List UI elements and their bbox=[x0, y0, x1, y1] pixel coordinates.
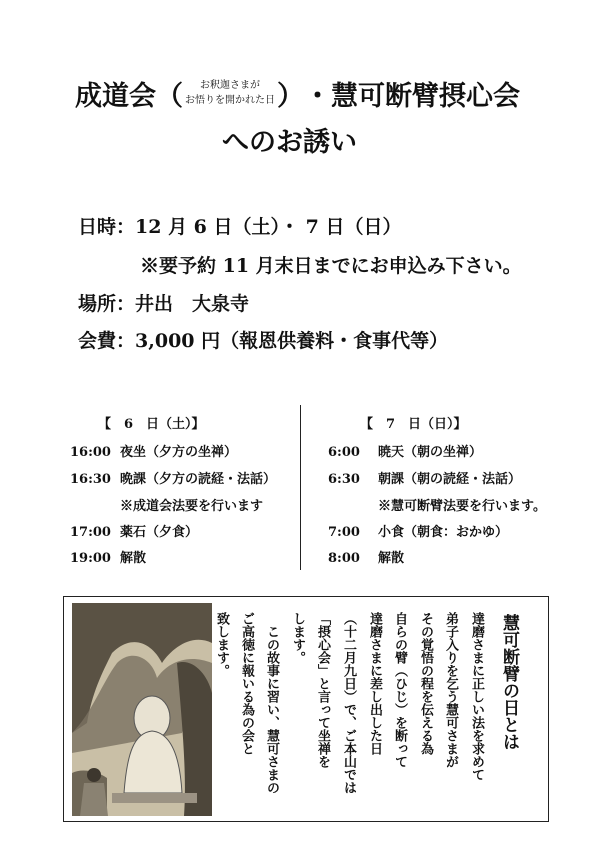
page-subtitle: へのお誘い bbox=[222, 127, 357, 158]
schedule-row bbox=[70, 521, 198, 540]
schedule-row bbox=[328, 521, 508, 540]
place-value: 井出 大泉寺 bbox=[135, 293, 250, 315]
schedule-time: 6:00 bbox=[328, 445, 360, 460]
place-line bbox=[78, 289, 249, 316]
schedule-time: 17:00 bbox=[70, 525, 111, 540]
fee-value: 3,000 円（報恩供養料・食事代等） bbox=[135, 330, 449, 352]
paren-open: （ bbox=[156, 81, 183, 112]
story-column: その覚悟の程を伝える為 bbox=[418, 612, 433, 755]
schedule-row bbox=[328, 547, 404, 566]
story-column: 達磨さまに差し出した日 bbox=[367, 612, 382, 755]
schedule-text: ※慧可断臂法要を行います。 bbox=[378, 499, 546, 514]
fee-label: 会費： bbox=[78, 330, 136, 352]
schedule-time: 16:00 bbox=[70, 445, 111, 460]
date-line bbox=[78, 212, 401, 239]
day1-heading: 【 6 日（土）】 bbox=[98, 417, 205, 432]
story-column: 弟子入りを乞う慧可さまが bbox=[443, 612, 458, 768]
schedule-row bbox=[328, 495, 546, 514]
schedule-text: 解散 bbox=[120, 551, 147, 566]
story-column: ご高徳に報いる為の会と bbox=[239, 612, 254, 755]
schedule-time: 16:30 bbox=[70, 472, 111, 487]
schedule-text: 夜坐（夕方の坐禅） bbox=[120, 445, 238, 460]
schedule-text: 晩課（夕方の読経・法話） bbox=[120, 472, 277, 487]
title-part1: 成道会 bbox=[75, 81, 156, 112]
fee-line bbox=[78, 326, 448, 353]
note-line2: お悟りを開かれた日 bbox=[185, 94, 275, 106]
schedule-time: 8:00 bbox=[328, 551, 360, 566]
story-column: 達磨さまに正しい法を求めて bbox=[469, 612, 484, 781]
schedule-row bbox=[328, 441, 482, 460]
note-line1: お釈迦さまが bbox=[200, 80, 260, 91]
paren-close: ） bbox=[277, 81, 304, 112]
schedule-time: 7:00 bbox=[328, 525, 360, 540]
schedule-divider bbox=[300, 405, 301, 570]
schedule-text: ※成道会法要を行います bbox=[120, 499, 264, 514]
schedule-text: 解散 bbox=[378, 551, 405, 566]
schedule-row bbox=[70, 495, 263, 514]
schedule-text: 朝課（朝の読経・法話） bbox=[378, 472, 522, 487]
place-label: 場所： bbox=[78, 293, 136, 315]
story-column: 自らの臂（ひじ）を断って bbox=[392, 612, 407, 768]
story-column: この故事に習い、慧可さまの bbox=[264, 612, 279, 794]
daruma-painting-image bbox=[72, 603, 212, 816]
schedule-text: 暁天（朝の坐禅） bbox=[378, 445, 483, 460]
schedule-text: 薬石（夕食） bbox=[120, 525, 199, 540]
schedule-row bbox=[70, 441, 237, 460]
story-column: します。 bbox=[290, 612, 305, 664]
reservation-note: ※要予約 11 月末日までにお申込み下さい。 bbox=[140, 255, 522, 277]
schedule-row bbox=[70, 547, 146, 566]
schedule-row bbox=[328, 468, 521, 487]
schedule-time: 6:30 bbox=[328, 472, 360, 487]
story-title: 慧可断臂の日とは bbox=[499, 614, 519, 750]
title-part2: ・慧可断臂摂心会 bbox=[304, 81, 520, 112]
schedule-text: 小食（朝食：おかゆ） bbox=[378, 525, 509, 540]
date-value: 12 月 6 日（土）・ 7 日（日） bbox=[135, 216, 402, 238]
schedule-time: 19:00 bbox=[70, 551, 111, 566]
story-column: 致します。 bbox=[214, 612, 229, 677]
title-subnote bbox=[185, 79, 275, 108]
date-label: 日時： bbox=[78, 216, 136, 238]
story-column: （十二月九日）で、ご本山では bbox=[341, 612, 356, 794]
page-title bbox=[75, 74, 520, 113]
story-column: 「摂心会」と言って坐禅を bbox=[315, 612, 330, 768]
day2-heading: 【 7 日（日）】 bbox=[360, 417, 467, 432]
schedule-row bbox=[70, 468, 276, 487]
